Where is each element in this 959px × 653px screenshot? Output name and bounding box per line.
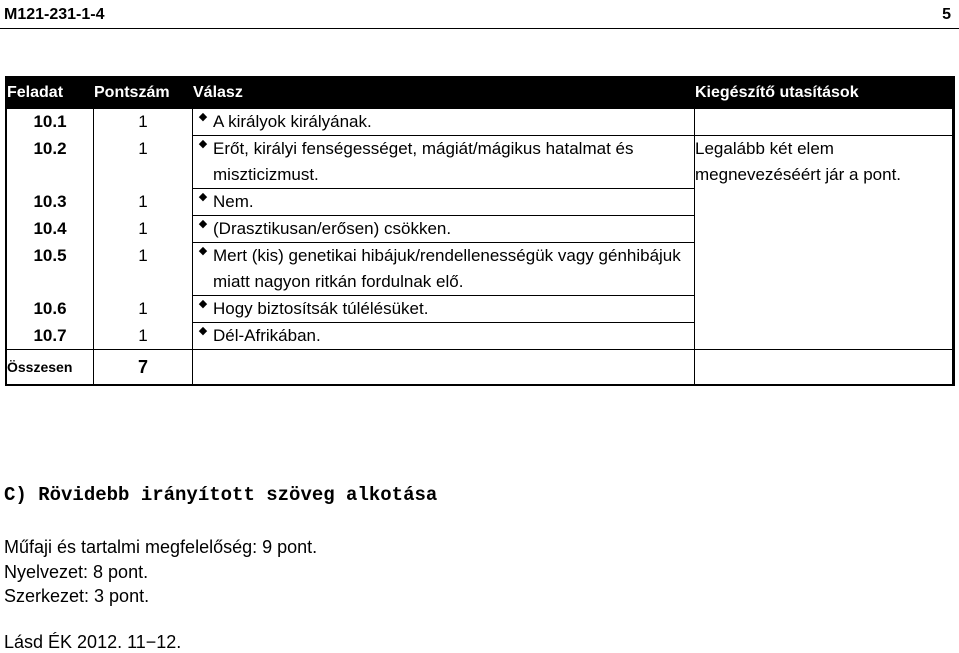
points: 1: [94, 243, 193, 296]
task-number: 10.4: [6, 216, 94, 243]
header-answer: Válasz: [193, 77, 695, 109]
note-text: Legalább két elem megnevezéséért jár a pont.: [695, 139, 902, 184]
header-points: Pontszám: [94, 77, 193, 109]
points: 1: [94, 136, 193, 189]
task-number: 10.1: [6, 109, 94, 136]
task-number: 10.7: [6, 323, 94, 350]
diamond-bullet-icon: ◆: [198, 138, 208, 150]
diamond-bullet-icon: ◆: [198, 325, 208, 337]
criterion-line: Műfaji és tartalmi megfelelőség: 9 pont.: [4, 537, 318, 557]
total-row: [6, 350, 954, 386]
answer-cell: [193, 109, 695, 136]
criterion-line: Szerkezet: 3 pont.: [4, 586, 150, 606]
points: 1: [94, 296, 193, 323]
notes-cell: [695, 109, 953, 136]
diamond-bullet-icon: ◆: [198, 218, 208, 230]
diamond-bullet-icon: ◆: [198, 298, 208, 310]
notes-cell: [953, 323, 955, 350]
diamond-bullet-icon: ◆: [198, 111, 208, 123]
task-number: 10.5: [6, 243, 94, 296]
notes-cell: [695, 136, 953, 350]
total-label: Összesen: [6, 350, 94, 386]
total-notes-cell: [695, 350, 953, 386]
points: 1: [94, 323, 193, 350]
criterion-line: Nyelvezet: 8 pont.: [4, 562, 149, 582]
document-code: M121-231-1-4: [4, 6, 105, 23]
page-header: [0, 0, 959, 29]
points: 1: [94, 109, 193, 136]
answer-cell: [193, 136, 695, 189]
reference-line: Lásd ÉK 2012. 11−12.: [4, 632, 182, 652]
answer-text: Dél-Afrikában.: [213, 326, 321, 345]
header-task: Feladat: [6, 77, 94, 109]
points: 1: [94, 216, 193, 243]
answer-text: Hogy biztosítsák túlélésüket.: [213, 299, 429, 318]
answer-cell: [193, 296, 695, 323]
task-number: 10.3: [6, 189, 94, 216]
total-points: 7: [94, 350, 193, 386]
section-title: C) Rövidebb irányított szöveg alkotása: [4, 484, 438, 506]
task-number: 10.2: [6, 136, 94, 189]
answer-cell: [193, 216, 695, 243]
answer-cell: [193, 243, 695, 296]
answer-text: A királyok királyának.: [213, 112, 372, 131]
table-row: [6, 136, 954, 189]
answer-text: Nem.: [213, 192, 254, 211]
total-answer-cell: [193, 350, 695, 386]
header-notes: Kiegészítő utasítások: [695, 77, 953, 109]
task-number: 10.6: [6, 296, 94, 323]
answer-text: Erőt, királyi fenségességet, mágiát/mágikus hatalmat és miszticizmust.: [213, 139, 634, 184]
diamond-bullet-icon: ◆: [198, 245, 208, 257]
answer-text: Mert (kis) genetikai hibájuk/rendellenességük vagy génhibájuk miatt nagyon ritkán fordulnak elő.: [213, 246, 681, 291]
diamond-bullet-icon: ◆: [198, 191, 208, 203]
table-header-row: [6, 77, 954, 109]
scoring-table: [5, 76, 955, 386]
page-number: 5: [942, 6, 951, 23]
points: 1: [94, 189, 193, 216]
table-row: [6, 109, 954, 136]
answer-cell: [193, 323, 695, 350]
answer-text: (Drasztikusan/erősen) csökken.: [213, 219, 452, 238]
answer-cell: [193, 189, 695, 216]
